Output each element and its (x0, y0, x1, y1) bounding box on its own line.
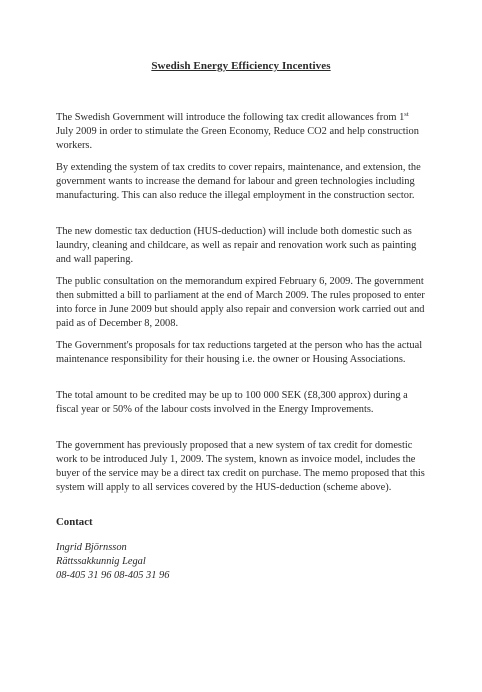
paragraph-intro-text-end: July 2009 in order to stimulate the Green Economy, Reduce CO2 and help construction workers. (56, 126, 419, 151)
contact-phone: 08-405 31 96 08-405 31 96 (56, 570, 170, 581)
paragraph-proposals: The Government's proposals for tax reductions targeted at the person who has the actual maintenance responsibility for their housing i.e. the owner or Housing Associations. (56, 340, 423, 365)
paragraph-hus-deduction: The new domestic tax deduction (HUS-deduction) will include both domestic such as laundry, cleaning and childcare, as well as repair and renovation work such as painting and wall papering. (56, 226, 417, 265)
paragraph-intro-text-start: The Swedish Government will introduce the following tax credit allowances from 1 (56, 112, 405, 123)
paragraph-intro (56, 111, 428, 153)
paragraph-invoice-model: The government has previously proposed that a new system of tax credit for domestic work to be introduced July 1, 2009. The system, known as invoice model, includes the buyer of the service may be a direct tax credit on purchase. The memo proposed that this system will apply to all services covered by the HUS-deduction (scheme above). (56, 440, 425, 493)
contact-role: Rättssakkunnig Legal (56, 556, 146, 567)
paragraph-credit-amount: The total amount to be credited may be up to 100 000 SEK (£8,300 approx) during a fiscal year or 50% of the labour costs involved in the Energy Improvements. (56, 390, 408, 415)
contact-name: Ingrid Björnsson (56, 542, 127, 553)
paragraph-public-consultation: The public consultation on the memorandum expired February 6, 2009. The government then submitted a bill to parliament at the end of March 2009. The rules proposed to enter into force in June 2009 but should apply also repair and conversion work carried out and paid as of December 8, 2008. (56, 276, 425, 329)
ordinal-suffix: st (404, 111, 409, 118)
paragraph-tax-credit-extension: By extending the system of tax credits to cover repairs, maintenance, and extension, the government wants to increase the demand for labour and green technologies including manufacturing. This can also reduce the illegal employment in the construction sector. (56, 162, 421, 201)
document-title: Swedish Energy Efficiency Incentives (151, 60, 331, 72)
contact-heading: Contact (56, 516, 93, 528)
